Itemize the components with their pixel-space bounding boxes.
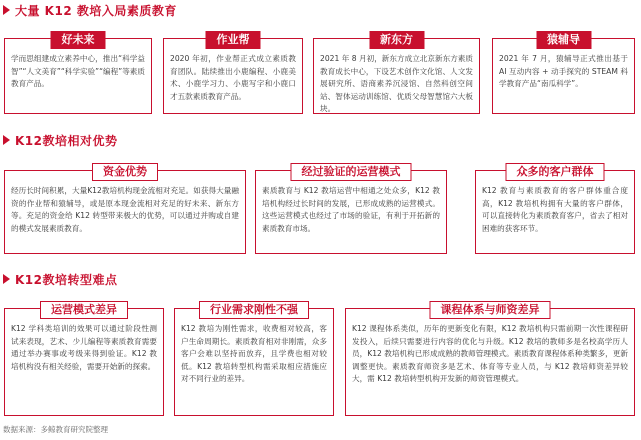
card-text: K12 学科类培训的效果可以通过阶段性测试来表现，艺术、少儿编程等素质教育需要通过举办赛事或考级来得到验证。K12 教培机构没有相关经验，需要开始新的探索。	[11, 324, 157, 371]
card-text: 素质教育与 K12 教培运营中相通之处众多，K12 教培机构经过长时间的发展，已形成成熟的运营模式。这些运营模式也经过了市场的验证，有利于开拓新的素质教育市场。	[262, 186, 440, 233]
card-capital-advantage	[4, 165, 246, 254]
card-heading: 经过验证的运营模式	[291, 163, 412, 181]
card-haoweilai	[4, 33, 152, 114]
card-text: K12 教培为刚性需求，收费相对较高，客户生命周期长。素质教育相对非刚需，众多客户会难以坚持而放弃，且学费也相对较低。K12 教培转型机构需采取相应措施应对不同行业的差异。	[181, 324, 327, 384]
section-title-text: K12教培相对优势	[15, 133, 118, 148]
card-text: K12 课程体系类似，历年的更新变化有限，K12 教培机构只需前期一次性课程研发投入，后续只需要进行内容的优化与升级。K12 教培的教师多是名校高学历人员，K12 教培机构已形成成熟的教师管理模式。素质教育课程体系种类繁多，更新调整更快。素质教育师资多是艺术、体育等专业人员，与 K12 教培师资差异较大，需 K12 教培转型机构开发新的师资管理模式。	[352, 324, 628, 384]
card-operation-difference	[4, 303, 164, 416]
card-proven-operation	[255, 165, 447, 254]
card-heading: 行业需求刚性不强	[199, 301, 309, 319]
card-curriculum-teacher	[345, 303, 635, 416]
card-zuoyebang	[163, 33, 303, 114]
card-heading: 猿辅导	[536, 31, 591, 49]
card-text: 2021 年 7 月，猿辅导正式推出基于 AI 互动内容 + 动手探究的 STEAM 科学教育产品“南瓜科学”。	[499, 54, 628, 89]
triangle-bullet-icon	[3, 274, 10, 284]
section-title-text: K12教培转型难点	[15, 272, 118, 287]
card-text: 学而思组建成立素养中心，推出“科学益智”“人文美育”“科学实验”“编程”等素质教育产品。	[11, 54, 145, 89]
section-title-1	[3, 2, 177, 18]
card-text: 2021 年 8 月初，新东方成立北京新东方素质教育成长中心，下设艺术创作文化馆、人文发展研究所、语商素养沉浸馆、自然科创空间站、智体运动训练馆、优质父母智慧馆六大板块。	[320, 54, 473, 114]
card-yuanfudao	[492, 33, 635, 114]
card-heading: 作业帮	[206, 31, 261, 49]
section-title-text: 大量 K12 教培入局素质教育	[15, 3, 177, 18]
card-xindongfang	[313, 33, 480, 114]
triangle-bullet-icon	[3, 5, 10, 15]
card-heading: 新东方	[369, 31, 424, 49]
section-title-3	[3, 271, 118, 287]
card-text: 2020 年初，作业帮正式成立素质教育团队。陆续推出小鹿编程、小鹿美术、小鹿学习力、小鹿写字和小鹿口才五款素质教育产品。	[170, 54, 296, 101]
card-heading: 好未来	[51, 31, 106, 49]
section-title-2	[3, 132, 118, 148]
card-text: K12 教育与素质教育的客户群体重合度高，K12 教培机构拥有大量的客户群体，可以直接转化为素质教育客户，省去了相对困难的获客环节。	[482, 186, 628, 233]
card-weak-demand	[174, 303, 334, 416]
card-text: 经历长时间积累，大量K12教培机构现金流相对充足。如获得大量融资的作业帮和猿辅导，或是原本现金流相对充足的好未来、新东方等。充足的资金给 K12 转型带来极大的优势，可以通过并购或自建的模式发展素质教育。	[11, 186, 239, 233]
card-heading: 课程体系与师资差异	[430, 301, 551, 319]
data-source: 数据来源：多鲸教育研究院整理	[3, 425, 108, 434]
card-heading: 运营模式差异	[40, 301, 128, 319]
card-heading: 资金优势	[92, 163, 158, 181]
triangle-bullet-icon	[3, 135, 10, 145]
card-heading: 众多的客户群体	[506, 163, 605, 181]
card-customer-base	[475, 165, 635, 254]
